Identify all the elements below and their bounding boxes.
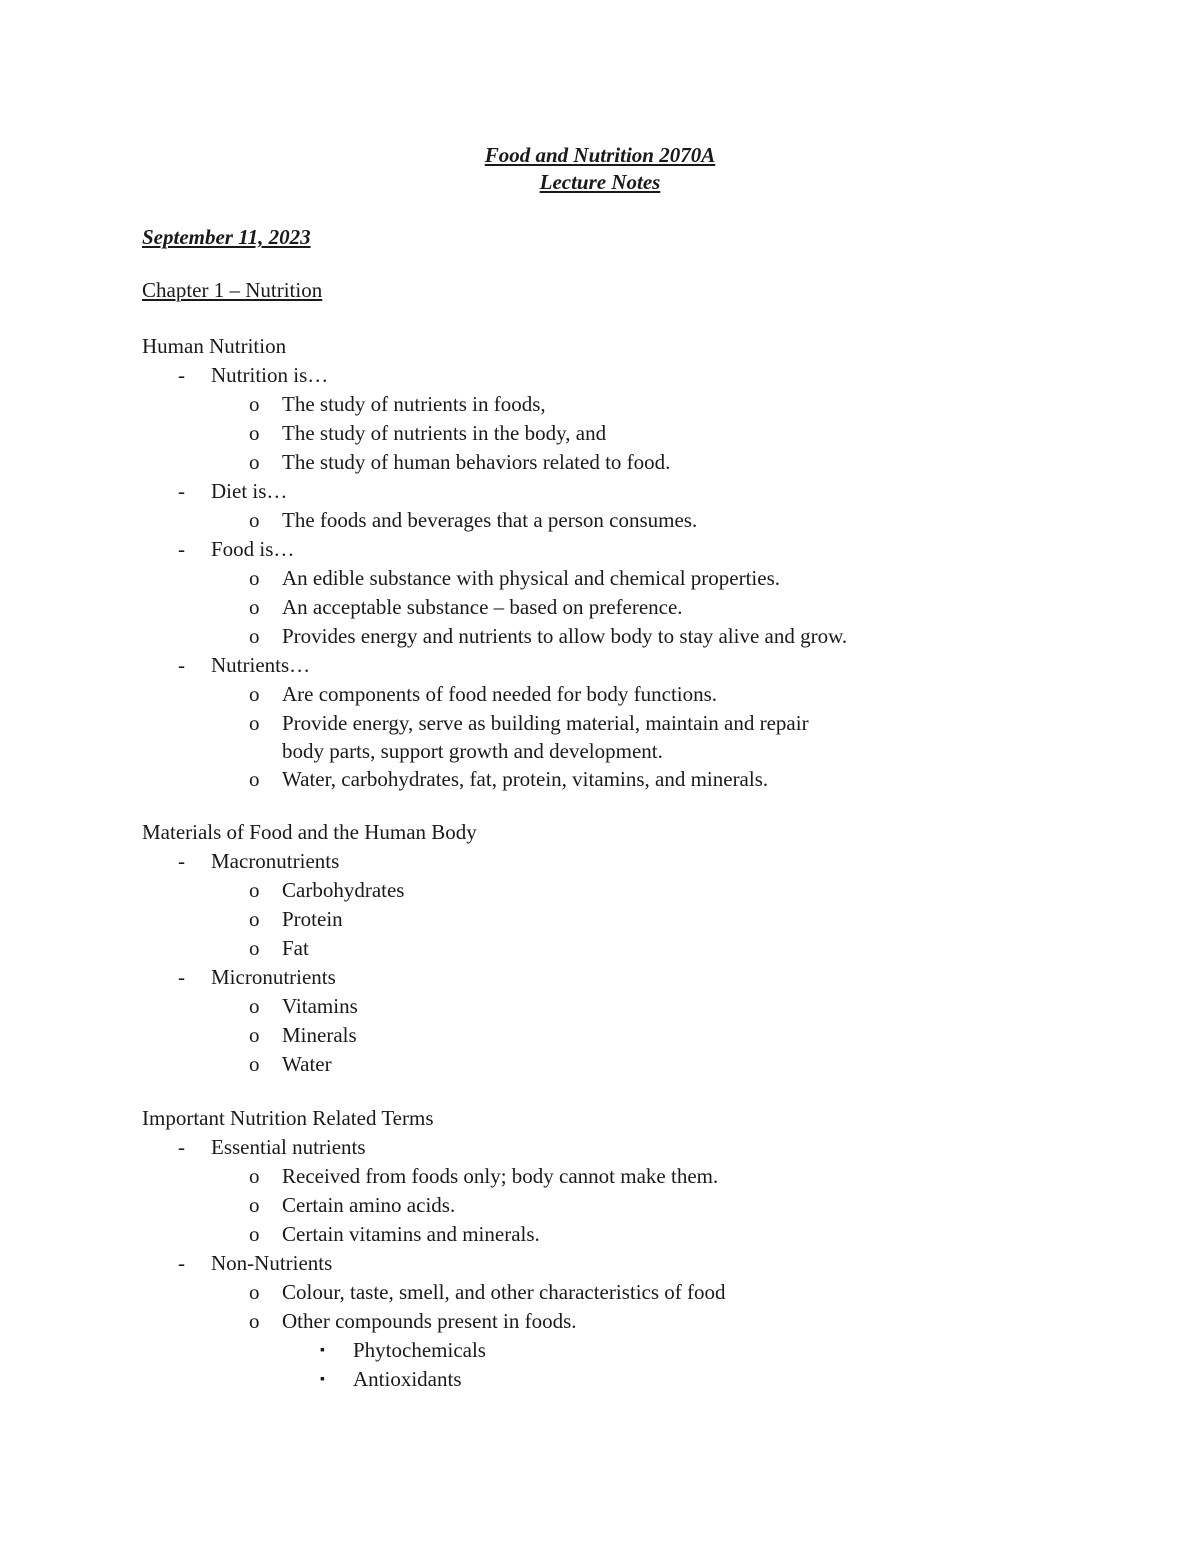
sub-list-item-text: An acceptable substance – based on preference.	[282, 595, 683, 619]
dash-bullet: -	[178, 965, 185, 989]
list-item-label: Micronutrients	[211, 965, 336, 989]
sub-list-item-text: Water	[282, 1052, 332, 1076]
sub-list-item	[142, 593, 1042, 622]
sub-list-item	[142, 1191, 1042, 1220]
list-item-label: Nutrients…	[211, 653, 311, 677]
list-item	[142, 847, 1042, 876]
circle-bullet: o	[249, 392, 260, 416]
list-item	[142, 1249, 1042, 1278]
square-bullet: ▪	[320, 1372, 325, 1387]
sub-list-item-text: Colour, taste, smell, and other characteristics of food	[282, 1280, 726, 1304]
sub-list-item-text: Provides energy and nutrients to allow body to stay alive and grow.	[282, 624, 848, 648]
circle-bullet: o	[249, 1164, 260, 1188]
circle-bullet: o	[249, 907, 260, 931]
dash-bullet: -	[178, 1251, 185, 1275]
sub-list-item-text: Vitamins	[282, 994, 358, 1018]
sub-list-item-text: Received from foods only; body cannot make them.	[282, 1164, 719, 1188]
sub-list-item	[142, 905, 1042, 934]
document-title: Food and Nutrition 2070A	[484, 143, 716, 167]
sub-list-item	[142, 1220, 1042, 1249]
sub-sub-list-item	[142, 1336, 1042, 1365]
list-item-label: Non-Nutrients	[211, 1251, 333, 1275]
list-item	[142, 361, 1042, 390]
chapter-heading: Chapter 1 – Nutrition	[142, 278, 323, 302]
section-materials-of-food	[142, 818, 1042, 1079]
circle-bullet: o	[249, 994, 260, 1018]
document-title-block	[0, 142, 1200, 196]
sub-list-item-text: An edible substance with physical and chemical properties.	[282, 566, 781, 590]
sub-list-item-text: The foods and beverages that a person consumes.	[282, 508, 698, 532]
circle-bullet: o	[249, 508, 260, 532]
section-heading: Human Nutrition	[142, 334, 287, 358]
sub-list-item-text: Certain amino acids.	[282, 1193, 456, 1217]
sub-list-item	[142, 709, 842, 765]
circle-bullet: o	[249, 624, 260, 648]
sub-list-item	[142, 1162, 1042, 1191]
section-important-terms	[142, 1104, 1042, 1394]
circle-bullet: o	[249, 1222, 260, 1246]
sub-list-item	[142, 622, 1042, 651]
sub-sub-list-item-text: Phytochemicals	[353, 1338, 486, 1362]
sub-sub-list-item	[142, 1365, 1042, 1394]
circle-bullet: o	[249, 767, 260, 791]
list-item	[142, 1133, 1042, 1162]
sub-list-item-text: Minerals	[282, 1023, 357, 1047]
circle-bullet: o	[249, 682, 260, 706]
circle-bullet: o	[249, 450, 260, 474]
sub-list-item	[142, 765, 1042, 794]
sub-list-item-text: Fat	[282, 936, 309, 960]
section-human-nutrition	[142, 332, 1042, 794]
list-item	[142, 535, 1042, 564]
dash-bullet: -	[178, 849, 185, 873]
sub-list-item	[142, 1050, 1042, 1079]
document-subtitle: Lecture Notes	[539, 170, 661, 194]
list-item-label: Macronutrients	[211, 849, 340, 873]
sub-list-item-text: Other compounds present in foods.	[282, 1309, 577, 1333]
list-item-label: Essential nutrients	[211, 1135, 366, 1159]
circle-bullet: o	[249, 1309, 260, 1333]
sub-sub-list-item-text: Antioxidants	[353, 1367, 462, 1391]
sub-list-item	[142, 506, 1042, 535]
circle-bullet: o	[249, 936, 260, 960]
list-item-label: Diet is…	[211, 479, 288, 503]
circle-bullet: o	[249, 1280, 260, 1304]
lecture-date: September 11, 2023	[142, 225, 311, 249]
sub-list-item	[142, 934, 1042, 963]
sub-list-item	[142, 448, 1042, 477]
dash-bullet: -	[178, 537, 185, 561]
circle-bullet: o	[249, 595, 260, 619]
sub-list-item	[142, 680, 1042, 709]
sub-list-item	[142, 1307, 1042, 1336]
sub-list-item	[142, 992, 1042, 1021]
dash-bullet: -	[178, 363, 185, 387]
sub-list-item-text: The study of nutrients in foods,	[282, 392, 546, 416]
sub-list-item	[142, 390, 1042, 419]
list-item-label: Nutrition is…	[211, 363, 329, 387]
circle-bullet: o	[249, 711, 260, 735]
sub-list-item-text: The study of nutrients in the body, and	[282, 421, 607, 445]
list-item-label: Food is…	[211, 537, 295, 561]
circle-bullet: o	[249, 566, 260, 590]
sub-list-item	[142, 1021, 1042, 1050]
dash-bullet: -	[178, 653, 185, 677]
sub-list-item-text: Carbohydrates	[282, 878, 405, 902]
circle-bullet: o	[249, 1023, 260, 1047]
sub-list-item	[142, 876, 1042, 905]
sub-list-item-text: Protein	[282, 907, 343, 931]
sub-list-item	[142, 1278, 1042, 1307]
dash-bullet: -	[178, 1135, 185, 1159]
sub-list-item-text: The study of human behaviors related to food.	[282, 450, 671, 474]
list-item	[142, 477, 1042, 506]
sub-list-item	[142, 564, 1042, 593]
section-heading: Materials of Food and the Human Body	[142, 820, 477, 844]
sub-list-item-text: Water, carbohydrates, fat, protein, vitamins, and minerals.	[282, 767, 769, 791]
circle-bullet: o	[249, 878, 260, 902]
circle-bullet: o	[249, 1052, 260, 1076]
circle-bullet: o	[249, 421, 260, 445]
list-item	[142, 963, 1042, 992]
dash-bullet: -	[178, 479, 185, 503]
square-bullet: ▪	[320, 1343, 325, 1358]
sub-list-item-text: Are components of food needed for body functions.	[282, 682, 718, 706]
list-item	[142, 651, 1042, 680]
sub-list-item	[142, 419, 1042, 448]
section-heading: Important Nutrition Related Terms	[142, 1106, 434, 1130]
circle-bullet: o	[249, 1193, 260, 1217]
sub-list-item-text: Certain vitamins and minerals.	[282, 1222, 540, 1246]
sub-list-item-text: Provide energy, serve as building material, maintain and repair body parts, support growth and development.	[282, 711, 809, 763]
